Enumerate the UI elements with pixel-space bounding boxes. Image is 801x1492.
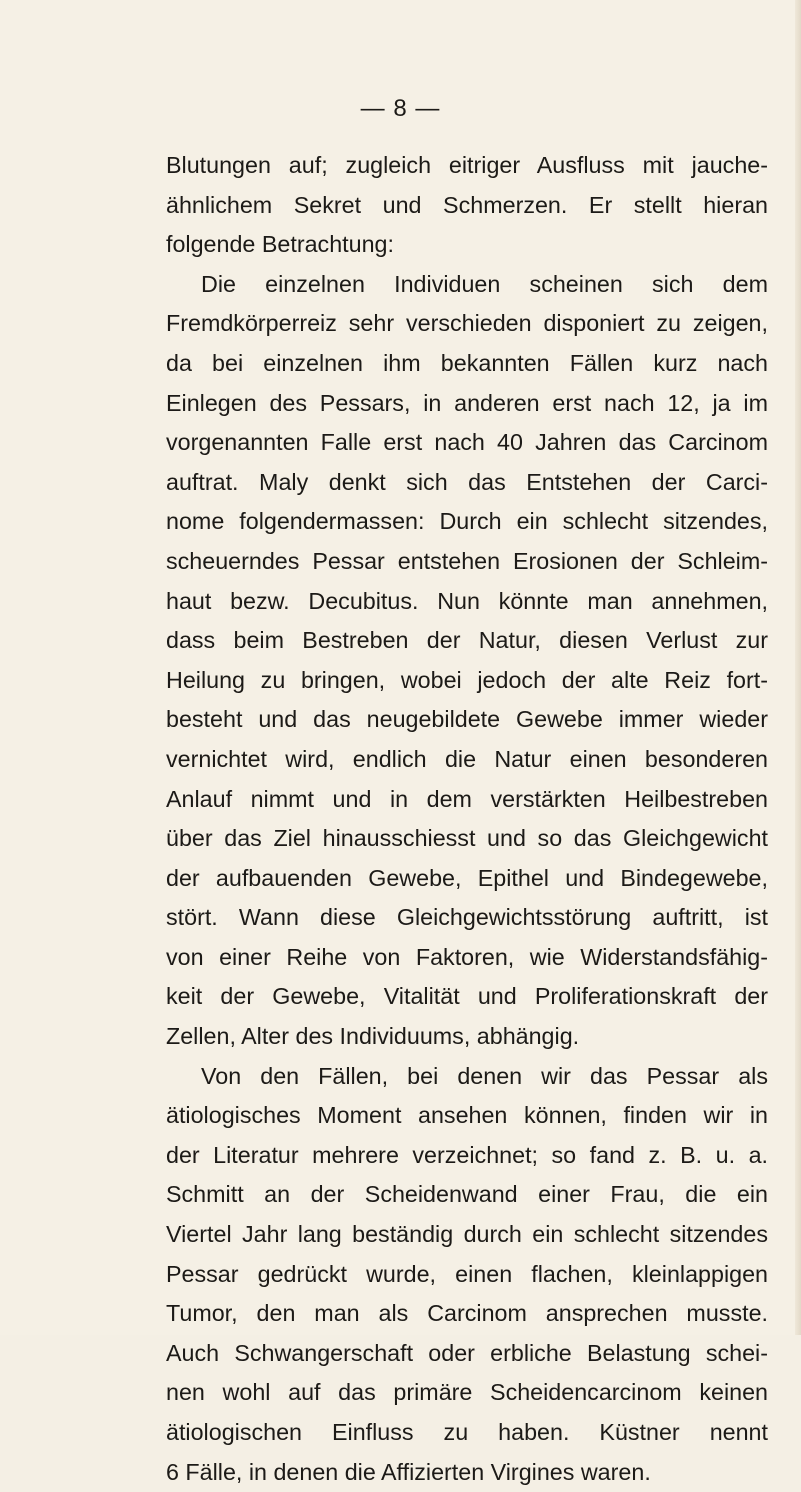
text-line: Viertel Jahr lang beständig durch ein schlecht sitzendes <box>166 1221 768 1248</box>
page-number: — 8 — <box>360 95 441 122</box>
text-line: Heilung zu bringen, wobei jedoch der alte Reiz fort- <box>166 666 768 693</box>
text-line: von einer Reihe von Faktoren, wie Widerstandsfähig- <box>166 943 768 970</box>
text-line: nen wohl auf das primäre Scheidencarcinom keinen <box>166 1379 768 1406</box>
text-line: Schmitt an der Scheidenwand einer Frau, die ein <box>166 1181 768 1208</box>
text-line: folgende Betrachtung: <box>166 231 394 258</box>
text-line: über das Ziel hinausschiesst und so das Gleichgewicht <box>166 825 768 852</box>
text-line: Auch Schwangerschaft oder erbliche Belastung schei- <box>166 1339 768 1366</box>
text-line: der aufbauenden Gewebe, Epithel und Bindegewebe, <box>166 864 768 891</box>
text-line: Tumor, den man als Carcinom ansprechen musste. <box>166 1300 768 1327</box>
text-line: ähnlichem Sekret und Schmerzen. Er stellt hieran <box>166 191 768 218</box>
text-line: Pessar gedrückt wurde, einen flachen, kleinlappigen <box>166 1260 768 1287</box>
text-line: dass beim Bestreben der Natur, diesen Verlust zur <box>166 627 768 654</box>
text-line: der Literatur mehrere verzeichnet; so fand z. B. u. a. <box>166 1141 768 1168</box>
text-line: 6 Fälle, in denen die Affizierten Virgines waren. <box>166 1458 651 1485</box>
text-line: haut bezw. Decubitus. Nun könnte man annehmen, <box>166 587 768 614</box>
paragraph-start-line: Die einzelnen Individuen scheinen sich dem <box>201 270 768 297</box>
text-line: scheuerndes Pessar entstehen Erosionen der Schleim- <box>166 547 768 574</box>
text-line: auftrat. Maly denkt sich das Entstehen der Carci- <box>166 468 768 495</box>
text-line: Fremdkörperreiz sehr verschieden disponiert zu zeigen, <box>166 310 768 337</box>
page-edge-shadow <box>795 0 801 1335</box>
text-line: ätiologisches Moment ansehen können, finden wir in <box>166 1102 768 1129</box>
text-line: Einlegen des Pessars, in anderen erst nach 12, ja im <box>166 389 768 416</box>
paragraph-start-line: Von den Fällen, bei denen wir das Pessar als <box>201 1062 768 1089</box>
text-line: da bei einzelnen ihm bekannten Fällen kurz nach <box>166 349 768 376</box>
text-line: nome folgendermassen: Durch ein schlecht sitzendes, <box>166 508 768 535</box>
text-line: ätiologischen Einfluss zu haben. Küstner nennt <box>166 1419 768 1445</box>
text-line: stört. Wann diese Gleichgewichtsstörung auftritt, ist <box>166 904 768 931</box>
text-line: Anlauf nimmt und in dem verstärkten Heilbestreben <box>166 785 768 812</box>
text-line: Zellen, Alter des Individuums, abhängig. <box>166 1023 580 1050</box>
text-line: besteht und das neugebildete Gewebe immer wieder <box>166 706 768 733</box>
text-line: vernichtet wird, endlich die Natur einen besonderen <box>166 745 768 772</box>
body-text <box>166 146 768 1492</box>
text-line: Blutungen auf; zugleich eitriger Ausfluss mit jauche- <box>166 152 768 178</box>
text-line: keit der Gewebe, Vitalität und Proliferationskraft der <box>166 983 768 1010</box>
text-line: vorgenannten Falle erst nach 40 Jahren das Carcinom <box>166 429 768 456</box>
